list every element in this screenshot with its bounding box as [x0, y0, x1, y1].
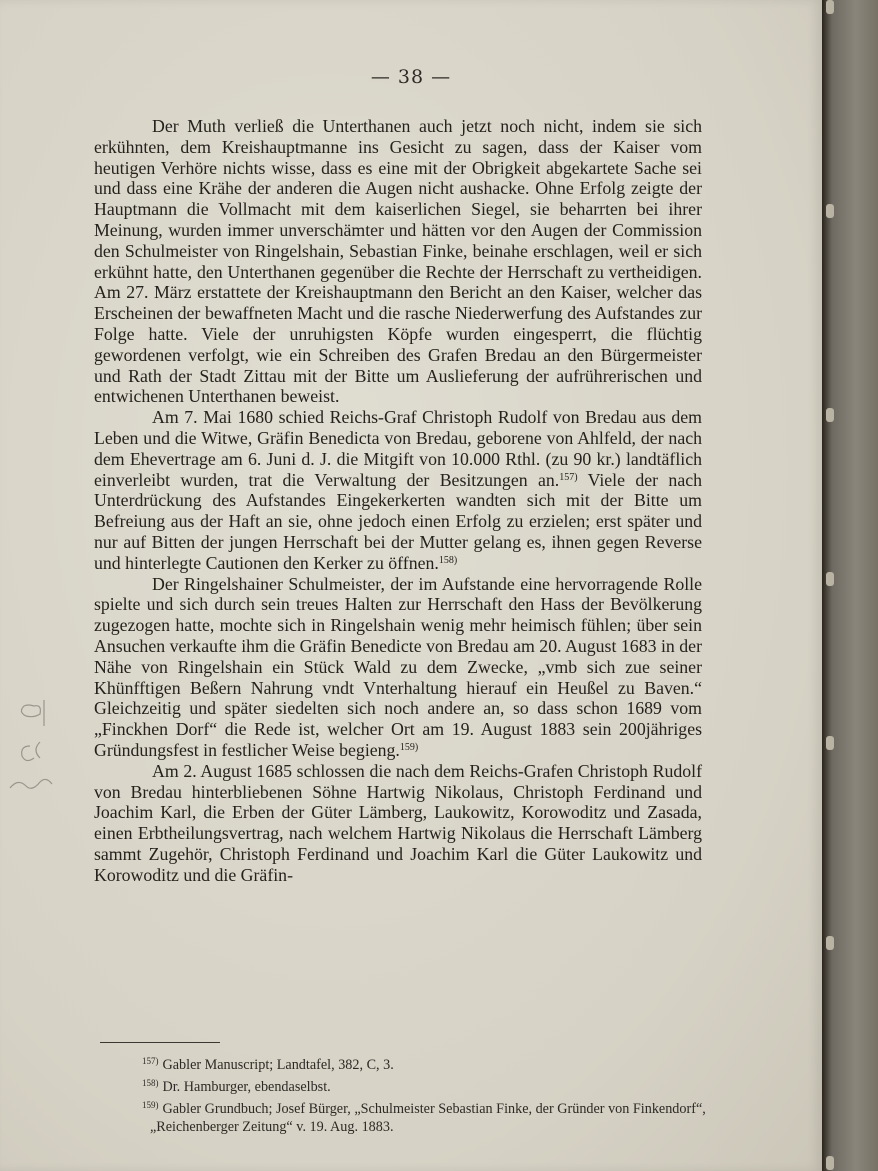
binding-thread: [826, 736, 834, 750]
footnote-ref: 157): [559, 471, 578, 483]
paragraph: Am 7. Mai 1680 schied Reichs-Graf Christoph Rudolf von Bredau aus dem Leben und die Witwe, Gräfin Benedicta von Bredau, geborene von Ahlfeld, der nach dem Ehevertrage am 6. Juni d. J. die Mitgift von 10.000 Rthl. (zu 90 kr.) landtäflich einverleibt wurden, trat die Verwaltung der Besitzungen an.$^{157)}$ Viele der nach Unterdrückung des Aufstandes Eingekerkerten wandten sich mit der Bitte um Befreiung aus der Haft an sie, ohne jedoch einen Erfolg zu erzielen; erst später und nur auf Bitten der jungen Herrschaft bei der Mutter gelang es, ihnen gegen Reverse und hinterlegte Cautionen den Kerker zu öffnen.$^{158)}$: [94, 407, 702, 573]
footnote: $^{158)}$ Dr. Hamburger, ebendaselbst.: [142, 1078, 331, 1095]
body-text: [94, 116, 702, 885]
binding-thread: [826, 936, 834, 950]
binding-thread: [826, 0, 834, 14]
pencil-marks: [0, 696, 60, 806]
footnotes: [100, 1052, 712, 1136]
paragraph: Am 2. August 1685 schlossen die nach dem Reichs-Grafen Christoph Rudolf von Bredau hinterbliebenen Söhne Hartwig Nikolaus, Christoph Ferdinand und Joachim Karl, die Erben der Güter Lämberg, Laukowitz, Korowoditz und Zasada, einen Erbtheilungsvertrag, nach welchem Hartwig Nikolaus die Herrschaft Lämberg sammt Zugehör, Christoph Ferdinand und Joachim Karl die Güter Laukowitz und Korowoditz und die Gräfin-: [94, 760, 702, 885]
binding-thread: [826, 204, 834, 218]
binding-thread: [826, 408, 834, 422]
footnote-divider: [100, 1042, 220, 1043]
footnote-ref: 159): [399, 741, 419, 753]
footnote-ref: 158): [438, 554, 458, 566]
binding-thread: [826, 1156, 834, 1170]
footnote: $^{159)}$ Gabler Grundbuch; Josef Bürger, „Schulmeister Sebastian Finke, der Gründer von Finkendorf“, „Reichenberger Zeitung“ v. 19. Aug. 1883.: [142, 1100, 706, 1135]
paragraph: Der Muth verließ die Unterthanen auch jetzt noch nicht, indem sie sich erkühnten, dem Kreishauptmanne ins Gesicht zu sagen, dass der Kaiser vom heutigen Verhöre nichts wisse, dass es eine mit der Obrigkeit abgekartete Sache sei und dass eine Krähe der anderen die Augen nicht aushacke. Ohne Erfolg zeigte der Hauptmann die Vollmacht mit dem kaiserlichen Siegel, sie beharrten bei ihrer Meinung, wurden immer unverschämter und hätten vor den Augen der Commission den Schulmeister von Ringelshain, Sebastian Finke, beinahe erschlagen, weil er sich erkühnt hatte, den Unterthanen gegenüber die Rechte der Herrschaft zu vertheidigen. Am 27. März erstattete der Kreishauptmann den Bericht an den Kaiser, welcher das Erscheinen der bewaffneten Macht und die rasche Niederwerfung des Aufstandes zur Folge hatte. Viele der unruhigsten Köpfe wurden eingesperrt, die flüchtig gewordenen verfolgt, wie ein Schreiben des Grafen Bredau an den Bürgermeister und Rath der Stadt Zittau mit der Bitte um Auslieferung der aufrührerischen und entwichenen Unterthanen beweist.: [94, 116, 702, 407]
paragraph: Der Ringelshainer Schulmeister, der im Aufstande eine hervorragende Rolle spielte und sich durch sein treues Halten zur Herrschaft den Hass der Bevölkerung zugezogen hatte, mochte sich in Ringelshain wenig mehr heimisch fühlen; über sein Ansuchen verkaufte ihm die Gräfin Benedicte von Bredau am 20. August 1683 in der Nähe von Ringelshain ein Stück Wald zu dem Zwecke, „vmb sich zue seiner Khünfftigen Beßern Nahrung vndt Vnterhaltung hierauf ein Heußel zu Baven.“ Gleichzeitig und später siedelten sich noch andere an, so dass schon 1689 vom „Finckhen Dorf“ die Rede ist, welcher Ort am 19. August 1883 sein 200jähriges Gründungsfest in festlicher Weise begieng.$^{159)}$: [94, 573, 702, 760]
footnote: $^{157)}$ Gabler Manuscript; Landtafel, 382, C, 3.: [142, 1056, 394, 1073]
binding-thread: [826, 572, 834, 586]
page-number: — 38 —: [370, 66, 452, 88]
